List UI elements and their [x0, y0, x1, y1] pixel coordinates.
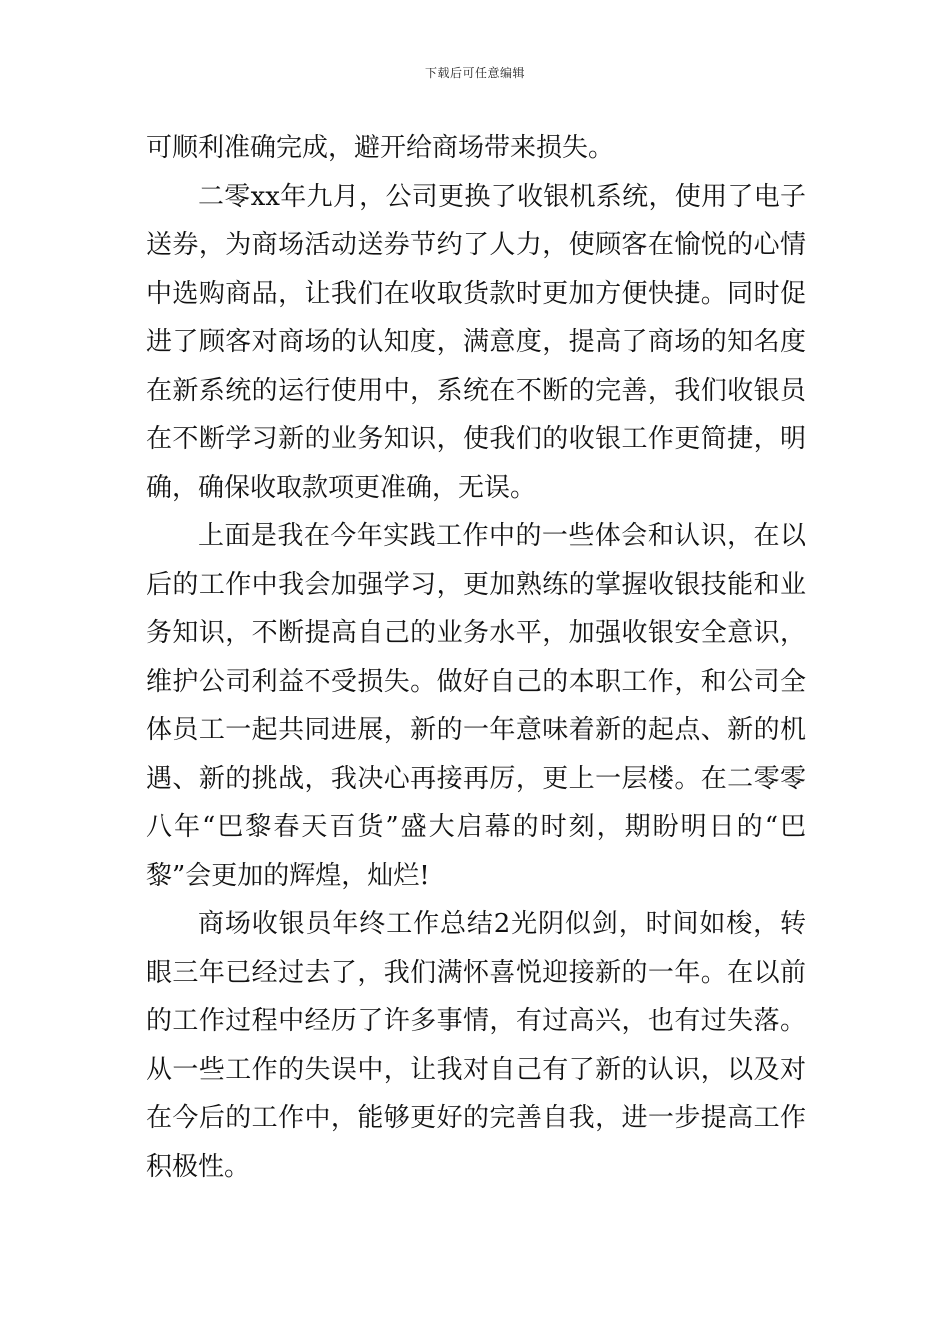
paragraph-summary-two: 商场收银员年终工作总结2光阴似剑，时间如梭，转眼三年已经过去了，我们满怀喜悦迎接新的一年。在以前的工作过程中经历了许多事情，有过高兴，也有过失落。从一些工作的失误中，让我对自己有了新的认识，以及对在今后的工作中，能够更好的完善自我，进一步提高工作积极性。 — [146, 909, 806, 1182]
document-body — [146, 124, 806, 1191]
paragraph-cash-register-system: 二零xx年九月，公司更换了收银机系统，使用了电子送券，为商场活动送券节约了人力，使顾客在愉悦的心情中选购商品，让我们在收取货款时更加方便快捷。同时促进了顾客对商场的认知度，满意度，提高了商场的知名度在新系统的运行使用中，系统在不断的完善，我们收银员在不断学习新的业务知识，使我们的收银工作更简捷，明确，确保收取款项更准确，无误。 — [146, 181, 806, 503]
page-header: 下载后可任意编辑 — [424, 66, 525, 80]
paragraph-continuation: 可顺利准确完成，避开给商场带来损失。 — [146, 133, 615, 163]
paragraph-reflections: 上面是我在今年实践工作中的一些体会和认识，在以后的工作中我会加强学习，更加熟练的掌握收银技能和业务知识，不断提高自己的业务水平，加强收银安全意识，维护公司利益不受损失。做好自己的本职工作，和公司全体员工一起共同进展，新的一年意味着新的起点、新的机遇、新的挑战，我决心再接再厉，更上一层楼。在二零零八年“巴黎春天百货”盛大启幕的时刻，期盼明日的“巴黎”会更加的辉煌，灿烂! — [146, 521, 806, 891]
